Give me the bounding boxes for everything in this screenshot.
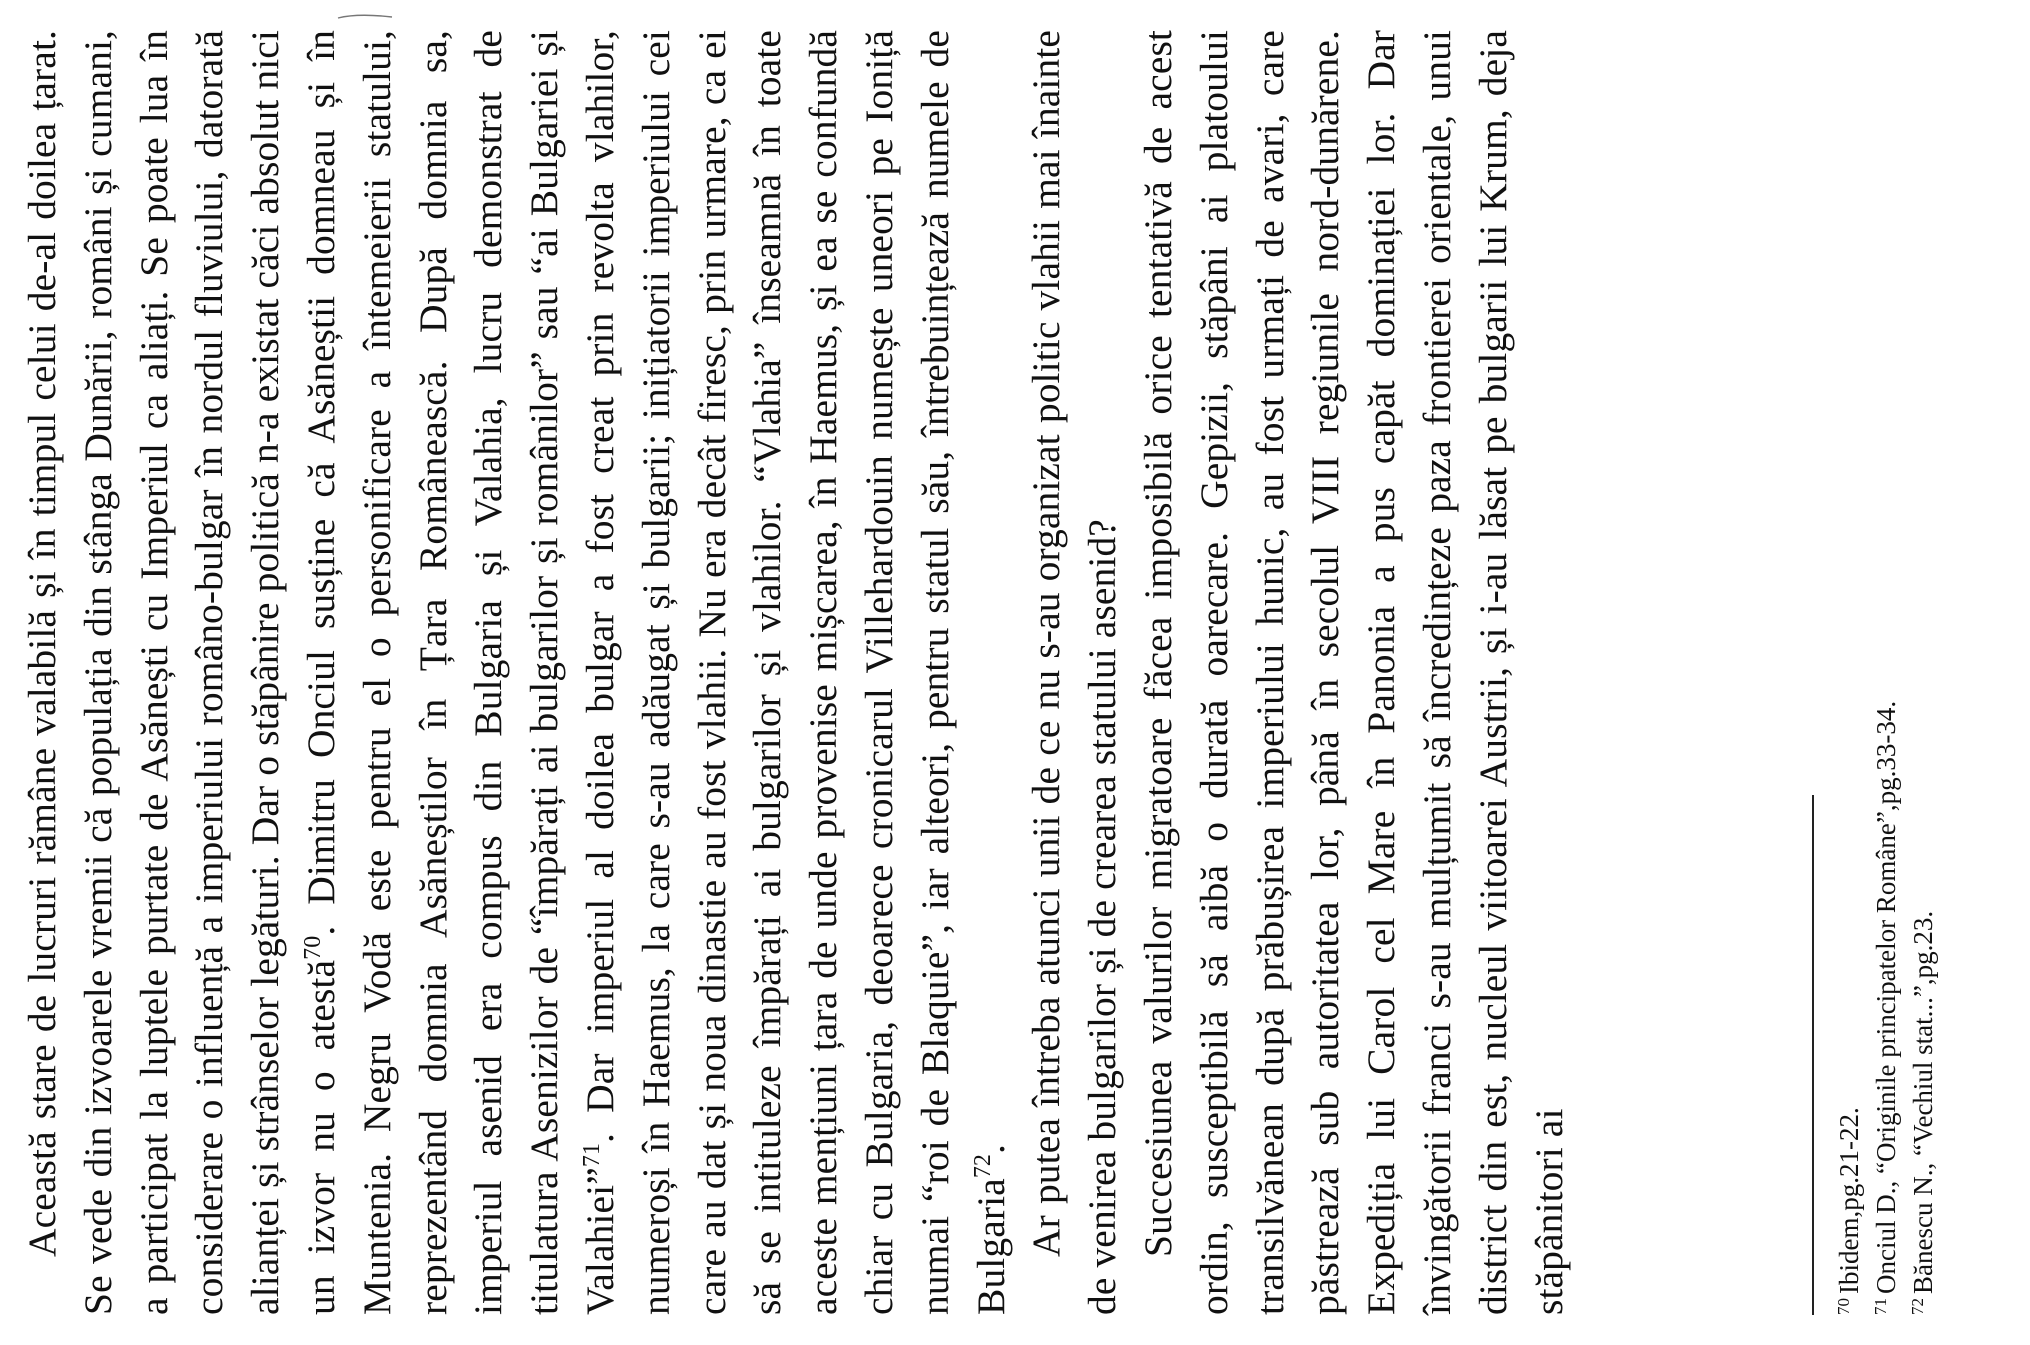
paragraph-1 <box>15 30 1019 1315</box>
footnote-number: 70 <box>1834 1298 1853 1315</box>
paragraph-3 <box>1131 30 1577 1315</box>
paragraph-2 <box>1019 30 1131 1315</box>
footnote-71 <box>1868 115 1905 1315</box>
footnote-72 <box>1905 115 1942 1315</box>
footnote-70 <box>1831 115 1868 1315</box>
footnote-number: 72 <box>1908 1298 1927 1315</box>
footnote-text: Bănescu N., “Vechiul stat...”,pg.23. <box>1908 910 1938 1294</box>
footnote-text: Ibidem,pg.21-22. <box>1834 1107 1864 1294</box>
text-run: Ar putea întreba atunci unii de ce nu s-au organizat politic vlahii mai înainte de venirea bulgarilor și de crearea statului asenid? <box>1024 30 1125 1315</box>
scan-artifact-mark <box>336 14 394 20</box>
footnote-reference: 72 <box>969 1153 996 1179</box>
footnotes <box>1831 115 1942 1315</box>
footnote-number: 71 <box>1871 1298 1890 1315</box>
text-run: . Dar imperiul al doilea bulgar a fost creat prin revolta vlahilor, numeroși în Haemus, la care s-au adăugat și bulgarii; inițiatorii imperiului cei care au dat și noua dinastie au fost vlahii. Nu era decât firesc, prin urmare, ca ei să se intituleze împărați ai bulgarilor și vlahilor. “Vlahia” înseamnă în toate aceste mențiuni țara de unde provenise mișcarea, în Haemus, și ea se confundă chiar cu Bulgaria, deoarece cronicarul Villehardouin numește uneori pe Ioniță numai “roi de Blaquie”, iar alteori, pentru statul său, întrebuințează numele de Bulgaria <box>577 30 1013 1315</box>
footnote-text: Onciul D., “Originile principatelor Române”,pg.33-34. <box>1871 700 1901 1294</box>
footnote-divider <box>1812 795 1814 1315</box>
rotated-text-block <box>15 30 2005 1315</box>
text-run: . Dimitru Onciul susține că Asăneștii domneau și în Muntenia. Negru Vodă este pentru el o personificare a întemeierii statului, reprezentând domnia Asăneștilor în Țara Românească. După domnia sa, imperiul asenid era compus din Bulgaria și Valahia, lucru demonstrat de titulatura Asenizilor de “împărați ai bulgarilor și românilor” sau “ai Bulgariei și Valahiei” <box>298 30 622 1315</box>
footnote-reference: 71 <box>578 1142 605 1168</box>
footnote-reference: 70 <box>299 935 326 960</box>
text-run: Succesiunea valurilor migratoare făcea imposibilă orice tentativă de acest ordin, susceptibilă să aibă o durată oarecare. Gepizii, stăpâni ai platoului transilvănean după prăbușirea imperiului hunic, au fost urmați de avari, care păstrează sub autoritatea lor, până în secolul VIII regiunile nord-dunărene. Expediția lui Carol cel Mare în Panonia a pus capăt dominației lor. Dar învingătorii franci s-au mulțumit să încredințeze paza frontierei orientale, unui district din est, nucleul viitoarei Austrii, și i-au lăsat pe bulgarii lui Krum, deja stăpânitori ai <box>1135 30 1571 1315</box>
text-run: Această stare de lucruri rămâne valabilă și în timpul celui de-al doilea țarat. Se vede din izvoarele vremii că populația din stânga Dunării, români și cumani, a participat la luptele purtate de Asănești cu Imperiul ca aliați. Se poate lua în considerare o influență a imperiului româno-bulgar în nordul fluviului, datorată alianței și strânselor legături. Dar o stăpânire politică n-a existat căci absolut nici un izvor nu o atestă <box>20 30 343 1315</box>
text-run: . <box>968 1143 1013 1154</box>
